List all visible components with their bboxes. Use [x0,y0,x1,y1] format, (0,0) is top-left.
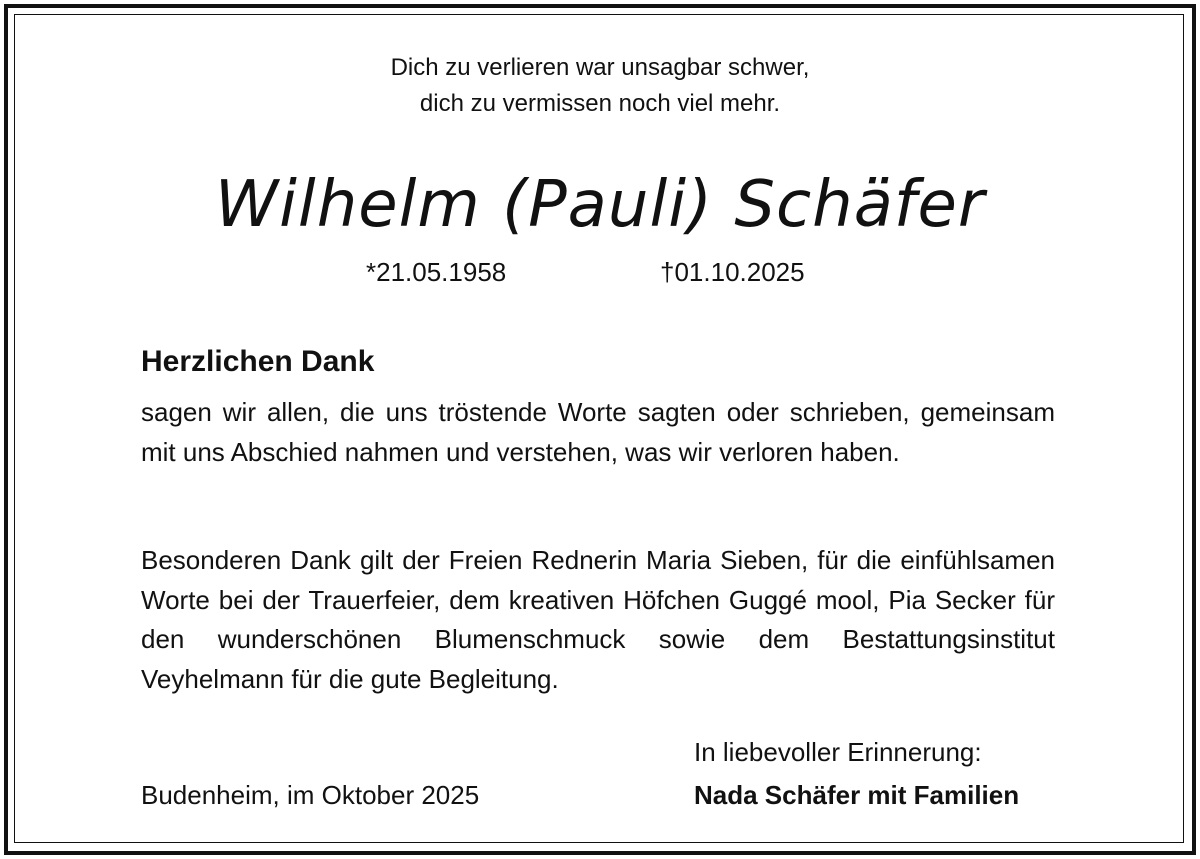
place-and-date: Budenheim, im Oktober 2025 [141,780,480,810]
remembrance-line: In liebevoller Erinnerung: [694,737,982,767]
deceased-name: Wilhelm (Pauli) Schäfer [214,168,986,242]
thanks-paragraph-2: Besonderen Dank gilt der Freien Rednerin Maria Sieben, für die einfühlsamen Worte bei der Trauerfeier, dem kreativen Höfchen Guggé mool, Pia Secker für den wunderschönen Blumenschmuck sowie dem Bestattungsinstitut Veyhelmann für die gute Begleitung. [141,545,1055,694]
motto-line-2: dich zu vermissen noch viel mehr. [419,90,781,117]
signature: Nada Schäfer mit Familien [694,780,1020,810]
motto-line-1: Dich zu verlieren war unsagbar schwer, [390,54,810,81]
death-date: †01.10.2025 [660,257,805,287]
thanks-heading: Herzlichen Dank [141,345,375,378]
birth-date: *21.05.1958 [366,257,507,287]
thanks-paragraph-1: sagen wir allen, die uns tröstende Worte sagten oder schrieben, gemeinsam mit uns Abschied nahmen und verstehen, was wir verloren haben. [141,397,1055,467]
